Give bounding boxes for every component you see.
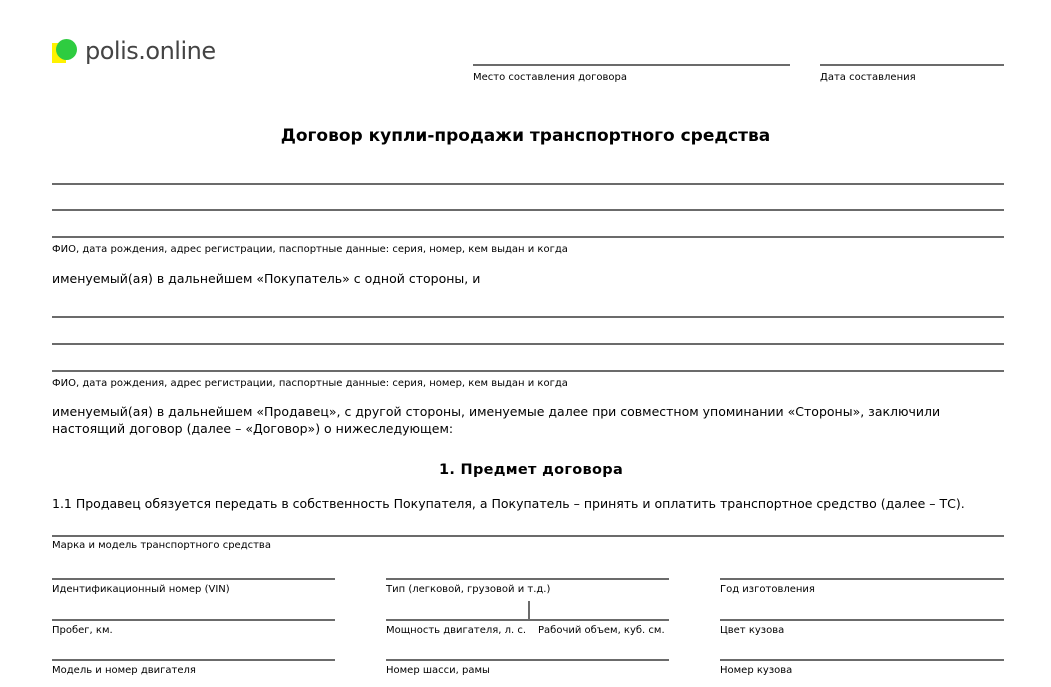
vin-label: Идентификационный номер (VIN) [52, 584, 230, 595]
brand-name: polis.online [85, 37, 216, 65]
seller-field-line-2[interactable] [52, 343, 1004, 345]
chassis-field-line[interactable] [386, 659, 669, 661]
type-field-line[interactable] [386, 578, 669, 580]
year-label: Год изготовления [720, 584, 815, 595]
color-label: Цвет кузова [720, 625, 785, 636]
place-field-label: Место составления договора [473, 72, 628, 83]
mileage-field-line[interactable] [52, 619, 335, 621]
buyer-caption: ФИО, дата рождения, адрес регистрации, паспортные данные: серия, номер, кем выдан и когда [52, 244, 568, 255]
place-field-line[interactable] [473, 64, 790, 66]
body-number-label: Номер кузова [720, 665, 793, 676]
volume-label: Рабочий объем, куб. см. [538, 625, 665, 636]
logo-green-circle [56, 39, 77, 60]
clause-1-1: 1.1 Продавец обязуется передать в собственность Покупателя, а Покупатель – принять и оплатить транспортное средство (далее – ТС). [52, 496, 965, 511]
buyer-text: именуемый(ая) в дальнейшем «Покупатель» с одной стороны, и [52, 271, 481, 286]
body-number-field-line[interactable] [720, 659, 1004, 661]
color-field-line[interactable] [720, 619, 1004, 621]
seller-field-line-1[interactable] [52, 316, 1004, 318]
power-volume-divider [528, 601, 530, 621]
engine-field-line[interactable] [52, 659, 335, 661]
section-1-heading: 1. Предмет договора [438, 462, 624, 478]
make-model-field-line[interactable] [52, 535, 1004, 537]
vin-field-line[interactable] [52, 578, 335, 580]
make-model-label: Марка и модель транспортного средства [52, 540, 271, 551]
date-field-label: Дата составления [820, 72, 916, 83]
date-field-line[interactable] [820, 64, 1004, 66]
buyer-field-line-3[interactable] [52, 236, 1004, 238]
chassis-label: Номер шасси, рамы [386, 665, 490, 676]
brand-logo [52, 37, 232, 67]
engine-label: Модель и номер двигателя [52, 665, 196, 676]
seller-text: именуемый(ая) в дальнейшем «Продавец», с другой стороны, именуемые далее при совместном упоминании «Стороны», заключили настоящий договор (далее – «Договор») о нижеследующем: [52, 404, 941, 436]
type-label: Тип (легковой, грузовой и т.д.) [386, 584, 551, 595]
seller-field-line-3[interactable] [52, 370, 1004, 372]
document-title: Договор купли-продажи транспортного средства [280, 126, 771, 146]
mileage-label: Пробег, км. [52, 625, 113, 636]
seller-caption: ФИО, дата рождения, адрес регистрации, паспортные данные: серия, номер, кем выдан и когда [52, 378, 568, 389]
power-field-line[interactable] [386, 619, 528, 621]
buyer-field-line-1[interactable] [52, 183, 1004, 185]
year-field-line[interactable] [720, 578, 1004, 580]
volume-field-line[interactable] [530, 619, 669, 621]
buyer-field-line-2[interactable] [52, 209, 1004, 211]
power-label: Мощность двигателя, л. с. [386, 625, 527, 636]
